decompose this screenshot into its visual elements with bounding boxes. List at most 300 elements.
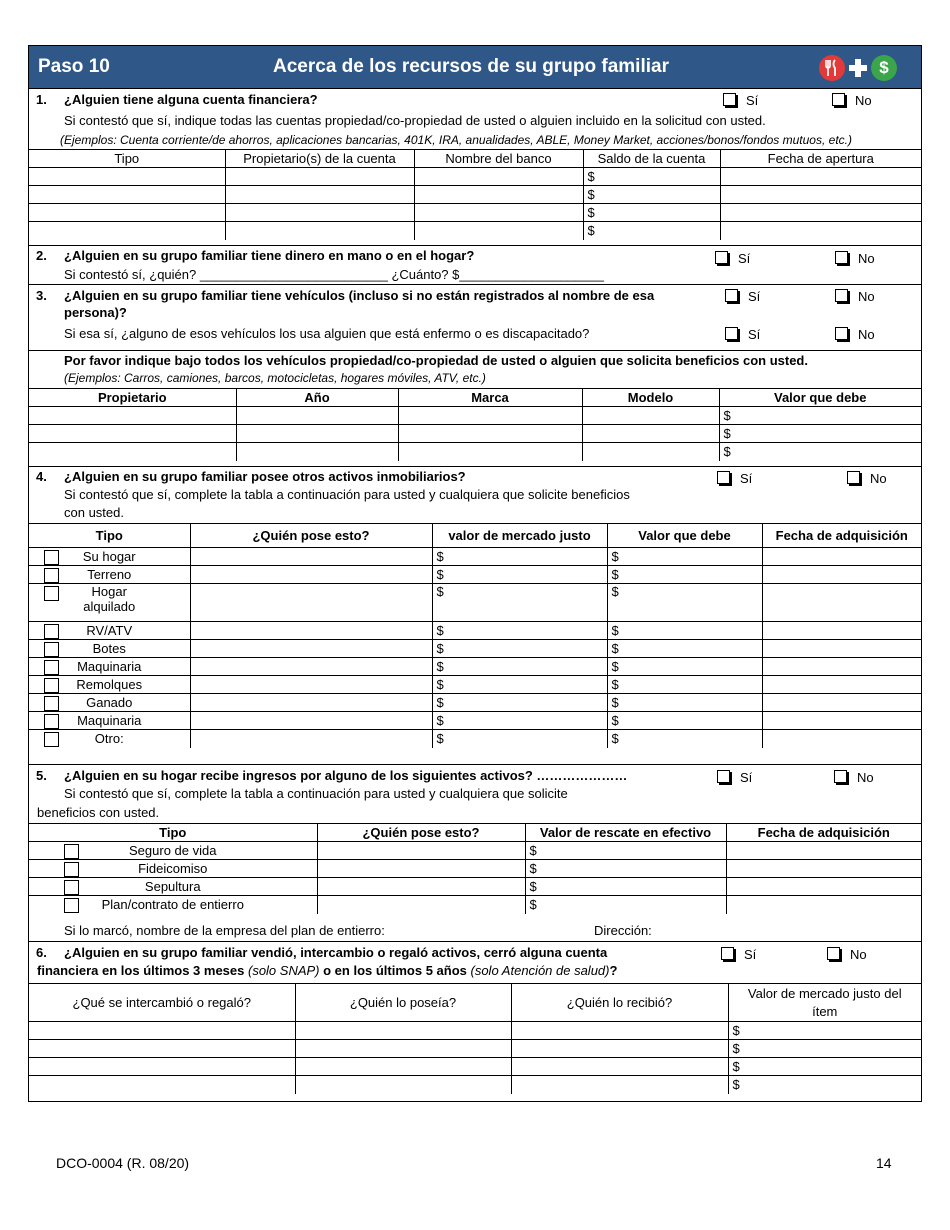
cell-input[interactable]	[295, 1022, 511, 1040]
table-row	[29, 860, 921, 878]
cell-input[interactable]	[414, 222, 583, 240]
q4-number: 4.	[36, 469, 47, 484]
table-row	[29, 712, 921, 730]
dollar-sign: $	[529, 879, 537, 894]
table-row	[29, 842, 921, 860]
q3-sub-question: Si esa sí, ¿alguno de esos vehículos los usa alguien que está enfermo o es discapacitado?	[64, 326, 590, 341]
cell-input[interactable]	[583, 186, 720, 204]
dollar-sign: $	[723, 444, 731, 460]
table-header-row	[29, 984, 921, 1022]
asset-checkbox[interactable]	[64, 844, 79, 859]
cell-input[interactable]	[607, 712, 762, 730]
q3-question-line2: persona)?	[64, 305, 127, 320]
cell-input[interactable]	[190, 640, 432, 658]
question-5-section	[29, 765, 921, 942]
table-row	[29, 548, 921, 566]
q3-sub-no-checkbox[interactable]	[835, 327, 875, 342]
col-header: Tipo	[29, 524, 190, 548]
cell-input[interactable]	[607, 566, 762, 584]
yes-label: Sí	[740, 770, 753, 785]
cell-input[interactable]	[762, 584, 921, 622]
col-header: Valor de rescate en efectivo	[525, 824, 726, 842]
cell-input[interactable]	[432, 730, 607, 748]
asset-type-cell[interactable]	[29, 622, 190, 640]
asset-type-cell[interactable]	[29, 694, 190, 712]
cell-input[interactable]	[398, 407, 582, 425]
question-6-section	[29, 942, 921, 1101]
dollar-sign: $	[732, 1041, 740, 1056]
cell-input[interactable]	[190, 658, 432, 676]
asset-type-cell[interactable]	[29, 730, 190, 748]
dollar-sign: $	[436, 659, 444, 674]
q5-yes-checkbox[interactable]	[717, 770, 752, 785]
cell-input[interactable]	[190, 676, 432, 694]
cell-input[interactable]	[525, 896, 726, 914]
cell-input[interactable]	[29, 186, 225, 204]
asset-checkbox[interactable]	[64, 862, 79, 877]
dollar-sign: $	[436, 567, 444, 582]
dollar-sign: $	[732, 1023, 740, 1038]
asset-type-label: Sepultura	[144, 879, 201, 894]
dollar-sign: $	[529, 897, 537, 913]
transferred-assets-table	[29, 983, 921, 1094]
col-header: ¿Quién pose esto?	[317, 824, 525, 842]
dollar-sign: $	[587, 205, 595, 220]
cell-input[interactable]	[29, 1022, 295, 1040]
q1-question: ¿Alguien tiene alguna cuenta financiera?	[64, 92, 318, 107]
q4-instruction-line1: Si contestó que sí, complete la tabla a continuación para usted y cualquiera que solicite beneficios	[64, 487, 630, 502]
cell-input[interactable]	[190, 622, 432, 640]
dollar-sign: $	[723, 426, 731, 441]
yes-label: Sí	[748, 289, 761, 304]
cell-input[interactable]	[29, 407, 236, 425]
cell-input[interactable]	[432, 566, 607, 584]
dollar-sign: $	[529, 843, 537, 858]
cell-input[interactable]	[29, 204, 225, 222]
dollar-sign: $	[611, 713, 619, 728]
no-label: No	[855, 93, 872, 108]
no-label: No	[870, 471, 887, 486]
q4-question: ¿Alguien en su grupo familiar posee otros activos inmobiliarios?	[64, 469, 466, 484]
table-row	[29, 1040, 921, 1058]
cell-input[interactable]	[317, 860, 525, 878]
dollar-sign: $	[611, 623, 619, 638]
cell-input[interactable]	[582, 407, 719, 425]
table-row	[29, 1058, 921, 1076]
asset-checkbox[interactable]	[44, 732, 59, 747]
cell-input[interactable]	[583, 204, 720, 222]
step-header	[29, 46, 921, 89]
q1-accounts-table-wrap	[29, 149, 921, 240]
table-row	[29, 694, 921, 712]
asset-type-cell[interactable]	[29, 842, 317, 860]
asset-checkbox[interactable]	[44, 660, 59, 675]
dollar-sign: $	[436, 695, 444, 710]
asset-type-cell[interactable]	[29, 548, 190, 566]
dollar-sign: $	[587, 187, 595, 202]
cell-input[interactable]	[317, 896, 525, 914]
real-estate-table	[29, 523, 921, 748]
no-label: No	[858, 289, 875, 304]
no-label: No	[858, 327, 875, 342]
q3-number: 3.	[36, 288, 47, 303]
cell-input[interactable]	[607, 694, 762, 712]
asset-type-label: Botes	[92, 641, 126, 656]
dollar-sign: $	[436, 641, 444, 656]
asset-checkbox[interactable]	[44, 550, 59, 565]
cell-input[interactable]	[762, 712, 921, 730]
cell-input[interactable]	[720, 222, 921, 240]
dollar-sign: $	[732, 1059, 740, 1074]
q2-number: 2.	[36, 248, 47, 263]
cell-input[interactable]	[607, 676, 762, 694]
cell-input[interactable]	[236, 425, 398, 443]
cell-input[interactable]	[190, 566, 432, 584]
cell-input[interactable]	[762, 658, 921, 676]
page-title: Acerca de los recursos de su grupo familiar	[273, 56, 669, 77]
cell-input[interactable]	[762, 640, 921, 658]
cell-input[interactable]	[719, 443, 921, 461]
col-header: Saldo de la cuenta	[583, 150, 720, 168]
cell-input[interactable]	[29, 222, 225, 240]
table-row	[29, 168, 921, 186]
col-header: Valor que debe	[719, 389, 921, 407]
col-header: ¿Qué se intercambió o regaló?	[29, 984, 295, 1022]
cell-input[interactable]	[295, 1058, 511, 1076]
yes-label: Sí	[740, 471, 753, 486]
cell-input[interactable]	[607, 730, 762, 748]
q6-number: 6.	[36, 945, 47, 960]
cell-input[interactable]	[29, 1040, 295, 1058]
q6-q-part: financiera en los últimos 3 meses	[37, 963, 248, 978]
cell-input[interactable]	[728, 1040, 921, 1058]
q2-no-checkbox[interactable]	[835, 251, 875, 266]
col-header: ¿Quién lo recibió?	[511, 984, 728, 1022]
table-row	[29, 584, 921, 622]
col-header: Marca	[398, 389, 582, 407]
cell-input[interactable]	[511, 1040, 728, 1058]
asset-checkbox[interactable]	[44, 678, 59, 693]
question-3-section	[29, 285, 921, 351]
funeral-company-label: Si lo marcó, nombre de la empresa del plan de entierro:	[64, 923, 385, 938]
table-row	[29, 622, 921, 640]
cell-input[interactable]	[726, 878, 921, 896]
table-header-row	[29, 150, 921, 168]
q4-yes-checkbox[interactable]	[717, 471, 752, 486]
table-row	[29, 640, 921, 658]
q3-sub-yes-checkbox[interactable]	[725, 327, 760, 342]
col-header: Nombre del banco	[414, 150, 583, 168]
asset-type-cell[interactable]	[29, 896, 317, 914]
table-row	[29, 443, 921, 461]
asset-type-cell[interactable]	[29, 878, 317, 896]
table-header-row	[29, 524, 921, 548]
asset-type-label: Maquinaria	[77, 659, 142, 674]
asset-checkbox[interactable]	[44, 624, 59, 639]
dollar-sign: $	[611, 695, 619, 710]
q1-number: 1.	[36, 92, 47, 107]
q2-question: ¿Alguien en su grupo familiar tiene dinero en mano o en el hogar?	[64, 248, 475, 263]
cell-input[interactable]	[225, 186, 414, 204]
asset-type-label: Fideicomiso	[138, 861, 208, 876]
asset-checkbox[interactable]	[44, 714, 59, 729]
col-header: Fecha de adquisición	[762, 524, 921, 548]
table-row	[29, 896, 921, 914]
asset-type-label: Hogar alquilado	[83, 584, 136, 614]
no-label: No	[857, 770, 874, 785]
cell-input[interactable]	[317, 878, 525, 896]
q1-examples: (Ejemplos: Cuenta corriente/de ahorros, aplicaciones bancarias, 401K, IRA, anualidades, ABLE, Money Market, acciones/bonos/fondos mutuos, etc.)	[60, 133, 852, 147]
cell-input[interactable]	[762, 676, 921, 694]
cell-input[interactable]	[511, 1076, 728, 1094]
cell-input[interactable]	[720, 204, 921, 222]
page-number: 14	[876, 1155, 892, 1171]
q6-no-checkbox[interactable]	[827, 947, 867, 962]
cell-input[interactable]	[29, 1058, 295, 1076]
table-row	[29, 425, 921, 443]
cell-input[interactable]	[432, 622, 607, 640]
q6-question-line1: ¿Alguien en su grupo familiar vendió, intercambio o regaló activos, cerró alguna cuenta	[64, 945, 608, 960]
col-header: Propietario	[29, 389, 236, 407]
q2-yes-checkbox[interactable]	[715, 251, 750, 266]
asset-checkbox[interactable]	[44, 568, 59, 583]
cell-input[interactable]	[432, 640, 607, 658]
dollar-sign: $	[611, 659, 619, 674]
cell-input[interactable]	[582, 443, 719, 461]
dollar-sign: $	[611, 584, 619, 599]
q6-q-part: o en los últimos 5 años	[319, 963, 471, 978]
asset-type-label: Su hogar	[82, 549, 136, 564]
col-header: Valor de mercado justo del ítem	[728, 984, 921, 1022]
cell-input[interactable]	[295, 1040, 511, 1058]
vehicles-table	[29, 388, 921, 461]
table-row	[29, 566, 921, 584]
cell-input[interactable]	[317, 842, 525, 860]
cell-input[interactable]	[236, 443, 398, 461]
dollar-sign: $	[529, 861, 537, 876]
dollar-sign: $	[611, 549, 619, 564]
cell-input[interactable]	[398, 443, 582, 461]
cell-input[interactable]	[190, 694, 432, 712]
table-row	[29, 676, 921, 694]
cell-input[interactable]	[432, 548, 607, 566]
plus-icon	[845, 55, 871, 81]
q6-q-part: (solo Atención de salud)	[470, 963, 610, 978]
cell-input[interactable]	[720, 186, 921, 204]
income-assets-table-wrap	[29, 823, 921, 914]
step-number: Paso 10	[38, 56, 110, 77]
cell-input[interactable]	[190, 548, 432, 566]
form-id: DCO-0004 (R. 08/20)	[56, 1155, 190, 1171]
col-header: Propietario(s) de la cuenta	[225, 150, 414, 168]
vehicles-section	[29, 351, 921, 467]
asset-type-cell[interactable]	[29, 860, 317, 878]
cell-input[interactable]	[432, 584, 607, 622]
col-header: ¿Quién pose esto?	[190, 524, 432, 548]
cell-input[interactable]	[728, 1076, 921, 1094]
dollar-sign: $	[611, 731, 619, 747]
cell-input[interactable]	[432, 712, 607, 730]
dollar-sign: $	[436, 584, 444, 599]
cell-input[interactable]	[414, 186, 583, 204]
table-row	[29, 186, 921, 204]
resources-form	[28, 45, 922, 1102]
cell-input[interactable]	[29, 1076, 295, 1094]
cell-input[interactable]	[225, 204, 414, 222]
col-header: Año	[236, 389, 398, 407]
no-label: No	[858, 251, 875, 266]
q5-no-checkbox[interactable]	[834, 770, 874, 785]
q1-accounts-table	[29, 149, 921, 240]
asset-type-label: Otro:	[94, 731, 124, 747]
cell-input[interactable]	[225, 168, 414, 186]
asset-type-cell[interactable]	[29, 658, 190, 676]
yes-label: Sí	[744, 947, 757, 962]
address-label: Dirección:	[594, 923, 652, 938]
cell-input[interactable]	[525, 842, 726, 860]
cell-input[interactable]	[728, 1058, 921, 1076]
cell-input[interactable]	[607, 584, 762, 622]
asset-checkbox[interactable]	[64, 898, 79, 913]
table-row	[29, 658, 921, 676]
asset-type-label: Remolques	[76, 677, 143, 692]
dollar-sign: $	[587, 169, 595, 184]
col-header: Tipo	[29, 824, 317, 842]
cell-input[interactable]	[29, 443, 236, 461]
yes-label: Sí	[746, 93, 759, 108]
q3-no-checkbox[interactable]	[835, 289, 875, 304]
asset-checkbox[interactable]	[44, 696, 59, 711]
question-1-section	[29, 89, 921, 246]
cell-input[interactable]	[607, 622, 762, 640]
asset-checkbox[interactable]	[64, 880, 79, 895]
cell-input[interactable]	[720, 168, 921, 186]
cell-input[interactable]	[607, 548, 762, 566]
asset-type-cell[interactable]	[29, 676, 190, 694]
cell-input[interactable]	[762, 548, 921, 566]
q4-no-checkbox[interactable]	[847, 471, 887, 486]
col-header: Valor que debe	[607, 524, 762, 548]
q1-no-checkbox[interactable]	[832, 93, 872, 108]
cell-input[interactable]	[762, 730, 921, 748]
cell-input[interactable]	[525, 860, 726, 878]
table-row	[29, 878, 921, 896]
col-header: Tipo	[29, 150, 225, 168]
dollar-sign: $	[611, 567, 619, 582]
cell-input[interactable]	[719, 425, 921, 443]
cell-input[interactable]	[583, 168, 720, 186]
cell-input[interactable]	[726, 860, 921, 878]
cell-input[interactable]	[236, 407, 398, 425]
q5-instruction-line2: beneficios con usted.	[37, 805, 160, 820]
dollar-icon: $	[871, 55, 897, 81]
q6-yes-checkbox[interactable]	[721, 947, 756, 962]
cell-input[interactable]	[525, 878, 726, 896]
yes-label: Sí	[748, 327, 761, 342]
q5-number: 5.	[36, 768, 47, 783]
cell-input[interactable]	[190, 730, 432, 748]
cell-input[interactable]	[583, 222, 720, 240]
asset-type-label: Plan/contrato de entierro	[101, 897, 244, 913]
asset-type-cell[interactable]	[29, 712, 190, 730]
table-row	[29, 730, 921, 748]
cell-input[interactable]	[225, 222, 414, 240]
cell-input[interactable]	[607, 658, 762, 676]
table-row	[29, 222, 921, 240]
table-row	[29, 1022, 921, 1040]
cell-input[interactable]	[414, 168, 583, 186]
cell-input[interactable]	[432, 676, 607, 694]
dollar-sign: $	[732, 1077, 740, 1093]
asset-type-label: Terreno	[87, 567, 132, 582]
q3-examples: (Ejemplos: Carros, camiones, barcos, motocicletas, hogares móviles, ATV, etc.)	[64, 371, 486, 385]
q1-yes-checkbox[interactable]	[723, 93, 758, 108]
q3-instruction: Por favor indique bajo todos los vehículos propiedad/co-propiedad de usted o alguien que solicita beneficios con usted.	[64, 353, 808, 368]
cell-input[interactable]	[719, 407, 921, 425]
asset-type-label: Ganado	[86, 695, 133, 710]
q3-yes-checkbox[interactable]	[725, 289, 760, 304]
col-header: Modelo	[582, 389, 719, 407]
asset-type-cell[interactable]	[29, 640, 190, 658]
q6-q-part: (solo SNAP)	[247, 963, 320, 978]
cell-input[interactable]	[398, 425, 582, 443]
cell-input[interactable]	[582, 425, 719, 443]
table-row	[29, 204, 921, 222]
vehicles-table-wrap	[29, 388, 921, 461]
asset-checkbox[interactable]	[44, 642, 59, 657]
asset-checkbox[interactable]	[44, 586, 59, 601]
cell-input[interactable]	[414, 204, 583, 222]
transferred-assets-table-wrap	[29, 983, 921, 1094]
table-header-row	[29, 389, 921, 407]
question-4-section	[29, 467, 921, 765]
asset-type-cell[interactable]	[29, 566, 190, 584]
col-header: ¿Quién lo poseía?	[295, 984, 511, 1022]
table-row	[29, 407, 921, 425]
table-header-row	[29, 824, 921, 842]
cell-input[interactable]	[190, 712, 432, 730]
cell-input[interactable]	[29, 168, 225, 186]
cell-input[interactable]	[295, 1076, 511, 1094]
cell-input[interactable]	[29, 425, 236, 443]
real-estate-table-wrap	[29, 523, 921, 748]
cell-input[interactable]	[762, 622, 921, 640]
q4-instruction-line2: con usted.	[64, 505, 124, 520]
asset-type-cell[interactable]	[29, 584, 190, 622]
cell-input[interactable]	[511, 1058, 728, 1076]
col-header: Fecha de apertura	[720, 150, 921, 168]
cell-input[interactable]	[762, 566, 921, 584]
q5-question: ¿Alguien en su hogar recibe ingresos por alguno de los siguientes activos? …………………	[64, 768, 628, 783]
asset-type-label: Maquinaria	[77, 713, 142, 728]
q1-instruction: Si contestó que sí, indique todas las cuentas propiedad/co-propiedad de usted o alguien incluido en la solicitud con usted.	[64, 113, 766, 128]
q6-q-part: ?	[609, 963, 618, 978]
cell-input[interactable]	[511, 1022, 728, 1040]
cell-input[interactable]	[190, 584, 432, 622]
dollar-sign: $	[611, 641, 619, 656]
no-label: No	[850, 947, 867, 962]
q3-question-line1: ¿Alguien en su grupo familiar tiene vehículos (incluso si no están registrados al nombre de esa	[64, 288, 655, 303]
cell-input[interactable]	[432, 658, 607, 676]
cell-input[interactable]	[728, 1022, 921, 1040]
question-2-section	[29, 246, 921, 285]
dollar-sign: $	[436, 731, 444, 747]
cell-input[interactable]	[726, 842, 921, 860]
cell-input[interactable]	[432, 694, 607, 712]
cell-input[interactable]	[762, 694, 921, 712]
cell-input[interactable]	[607, 640, 762, 658]
cell-input[interactable]	[726, 896, 921, 914]
